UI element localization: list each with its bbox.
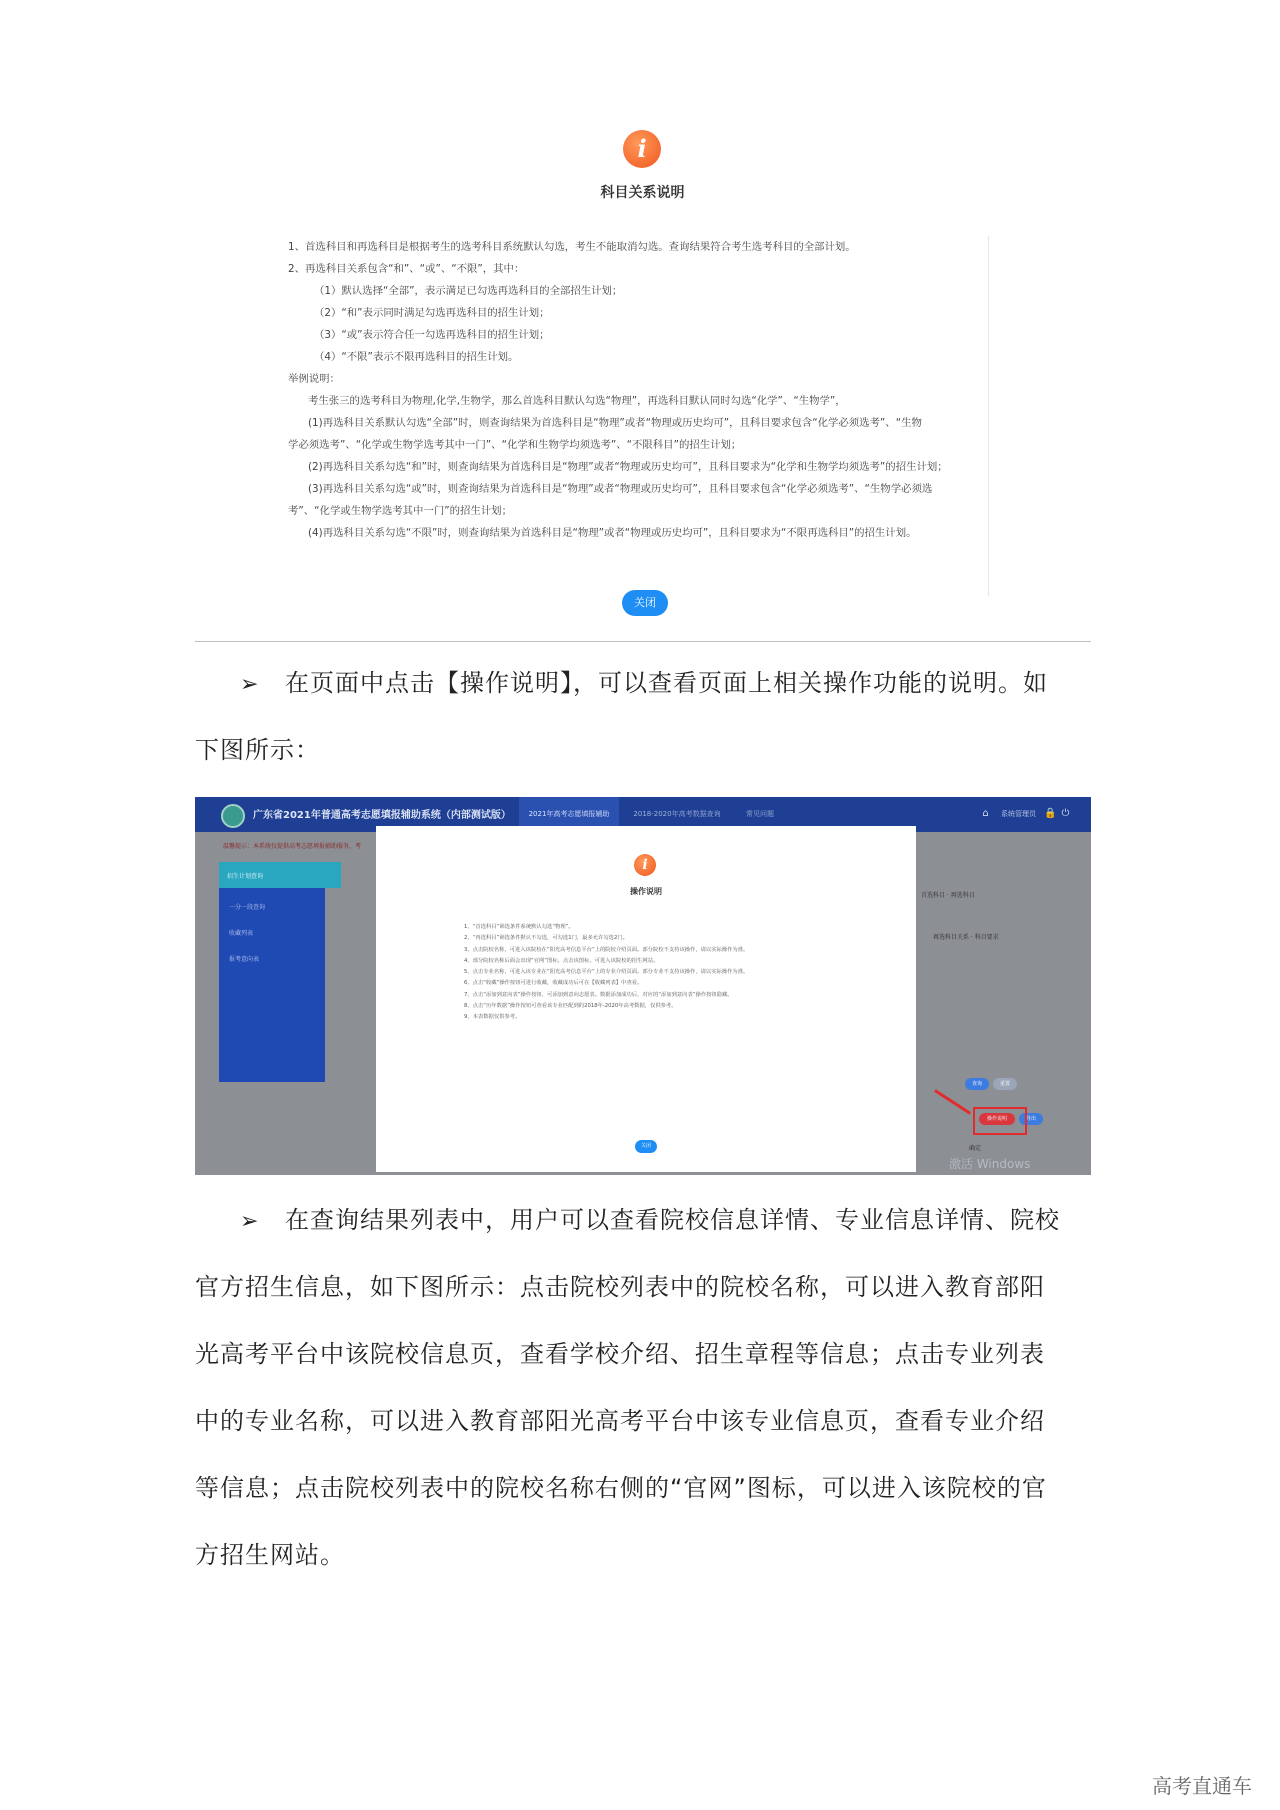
paragraph-line: 在页面中点击【操作说明】，可以查看页面上相关操作功能的说明。如 xyxy=(285,669,1048,697)
paragraph-line: 方招生网站。 xyxy=(195,1541,345,1569)
dialog-line: (2)再选科目关系勾选“和”时，则查询结果为首选科目是“物理”或者“物理或历史均可”，且科目要求为“化学和生物学均须选考”的招生计划； xyxy=(308,461,948,473)
subject-relation-dialog xyxy=(195,110,1090,630)
paragraph-line: 中的专业名称，可以进入教育部阳光高考平台中该专业信息页，查看专业介绍 xyxy=(195,1407,1045,1435)
export-button[interactable]: 导出 xyxy=(1019,1113,1043,1125)
highlight-box xyxy=(973,1107,1027,1135)
dialog-line: (1)再选科目关系默认勾选“全部”时，则查询结果为首选科目是“物理”或者“物理或历史均可”，且科目要求包含“化学必须选考”、“生物 xyxy=(308,417,922,429)
dialog-line: 学必须选考”、“化学或生物学选考其中一门”、“化学和生物学均须选考”、“不限科目”的招生计划； xyxy=(288,439,742,451)
dialog-line: 4、部分院校名称后面会出现“官网”图标，点击该图标，可进入该院校的招生网站。 xyxy=(464,957,659,964)
info-icon: i xyxy=(623,130,661,168)
sidebar-item-score-segment[interactable]: 一分一段查询 xyxy=(229,904,266,911)
dialog-line: 考生张三的选考科目为物理,化学,生物学，那么首选科目默认勾选“物理”，再选科目默认同时勾选“化学”、“生物学”， xyxy=(308,395,846,407)
dialog-line: 2、“再选科目”筛选条件默认不勾选，可勾选1门，最多允许勾选2门。 xyxy=(464,935,628,942)
dialog-line: （2）“和”表示同时满足勾选再选科目的招生计划； xyxy=(314,307,550,319)
dialog-title: 操作说明 xyxy=(630,887,662,896)
paragraph-line: 官方招生信息，如下图所示：点击院校列表中的院校名称，可以进入教育部阳 xyxy=(195,1273,1045,1301)
footer-brand: 高考直通车 xyxy=(1152,1774,1252,1798)
dialog-line: 7、点击“添加到意向表”操作按钮，可添加到意向志愿表。数据添加成功后，对应的“添加到意向表”操作按钮隐藏。 xyxy=(464,991,733,998)
tab-faq[interactable]: 常见问题 xyxy=(746,810,774,818)
sidebar-item-favorites[interactable]: 收藏列表 xyxy=(229,930,254,937)
bullet-icon: ➢ xyxy=(240,1209,260,1234)
confirm-label: 确定 xyxy=(969,1145,982,1152)
dialog-body xyxy=(464,922,884,1024)
paragraph-line: 等信息；点击院校列表中的院校名称右侧的“官网”图标，可以进入该院校的官 xyxy=(195,1474,1047,1502)
app-title: 广东省2021年普通高考志愿填报辅助系统（内部测试版） xyxy=(253,810,511,821)
dialog-line: 2、再选科目关系包含“和”、“或”、“不限”，其中： xyxy=(288,263,525,275)
paragraph-line: 在查询结果列表中，用户可以查看院校信息详情、专业信息详情、院校 xyxy=(285,1206,1060,1234)
dialog-line: (4)再选科目关系勾选“不限”时，则查询结果为首选科目是“物理”或者“物理或历史均可”，且科目要求为“不限再选科目”的招生计划。 xyxy=(308,527,917,539)
reset-button[interactable]: 重置 xyxy=(993,1078,1017,1090)
dialog-line: （1）默认选择“全部”，表示满足已勾选再选科目的全部招生计划； xyxy=(314,285,623,297)
dialog-line: (3)再选科目关系勾选“或”时，则查询结果为首选科目是“物理”或者“物理或历史均可”，且科目要求包含“化学必须选考”、“生物学必须选 xyxy=(308,483,933,495)
search-button[interactable]: 查询 xyxy=(965,1078,989,1090)
dialog-line: 9、本表数据仅供参考。 xyxy=(464,1014,521,1021)
paragraph-result-list xyxy=(195,1196,1095,1598)
dialog-line: 考”、“化学或生物学选考其中一门”的招生计划； xyxy=(288,505,512,517)
dialog-line: （4）“不限”表示不限再选科目的招生计划。 xyxy=(314,351,519,363)
sidebar xyxy=(219,862,325,1082)
dialog-line: 5、点击专业名称，可进入该专业在“阳光高考信息平台”上的专业介绍页面。部分专业不支持该操作，请以实际操作为准。 xyxy=(464,969,749,976)
sidebar-item-plan-query[interactable] xyxy=(219,862,341,888)
section-divider xyxy=(195,641,1091,642)
dialog-line: （3）“或”表示符合任一勾选再选科目的招生计划； xyxy=(314,329,550,341)
operation-help-button[interactable]: 操作说明 xyxy=(979,1113,1015,1125)
dialog-line: 6、点击“收藏”操作按钮可进行收藏，收藏成功后可在【收藏列表】中查看。 xyxy=(464,980,643,987)
close-button[interactable]: 关闭 xyxy=(635,1140,657,1153)
power-icon[interactable]: ⏻ xyxy=(1061,808,1070,819)
tab-history-data[interactable]: 2018-2020年高考数据查询 xyxy=(633,810,721,818)
user-name[interactable]: 系统管理员 xyxy=(1001,810,1036,818)
dialog-line: 3、点击院校名称，可进入该院校在“阳光高考信息平台”上的院校介绍页面。部分院校不支持该操作，请以实际操作为准。 xyxy=(464,946,749,953)
info-icon: i xyxy=(634,854,656,876)
paragraph-operation-help xyxy=(195,659,1095,793)
dialog-body xyxy=(288,236,989,596)
dialog-line: 举例说明： xyxy=(288,373,340,385)
logo-icon xyxy=(221,804,245,828)
system-screenshot xyxy=(195,797,1091,1175)
operation-help-dialog xyxy=(376,826,916,1172)
windows-watermark: 激活 Windows xyxy=(949,1157,1031,1171)
close-button[interactable]: 关闭 xyxy=(622,590,668,616)
notice-text: 温馨提示：本系统仅提供高考志愿填报辅助服务，考 xyxy=(223,843,362,850)
paragraph-line: 光高考平台中该院校信息页，查看学校介绍、招生章程等信息；点击专业列表 xyxy=(195,1340,1045,1368)
dialog-line: 1、“首选科目”筛选条件系统默认勾选“物理”。 xyxy=(464,924,574,930)
filter-label: 再选科目关系 · 科目要求 xyxy=(933,934,999,941)
dialog-line: 1、首选科目和再选科目是根据考生的选考科目系统默认勾选，考生不能取消勾选。查询结果符合考生选考科目的全部计划。 xyxy=(288,241,856,253)
home-icon[interactable]: ⌂ xyxy=(982,808,989,819)
lock-icon[interactable]: 🔒 xyxy=(1044,808,1057,819)
tab-volunteer-assist[interactable]: 2021年高考志愿填报辅助 xyxy=(519,797,619,832)
paragraph-line: 下图所示： xyxy=(195,736,320,764)
pointer-arrow-icon xyxy=(934,1089,971,1114)
sidebar-item-intention[interactable]: 报考意向表 xyxy=(229,956,260,963)
dialog-title: 科目关系说明 xyxy=(600,185,685,201)
dialog-line: 8、点击“历年数据”操作按钮可查看该专业匹配到的2018年-2020年高考数据，仅供参考。 xyxy=(464,1003,677,1010)
bullet-icon: ➢ xyxy=(240,672,260,697)
filter-label: 首选科目 · 再选科目 xyxy=(921,892,975,899)
sidebar-item-label: 招生计划查询 xyxy=(227,873,264,880)
